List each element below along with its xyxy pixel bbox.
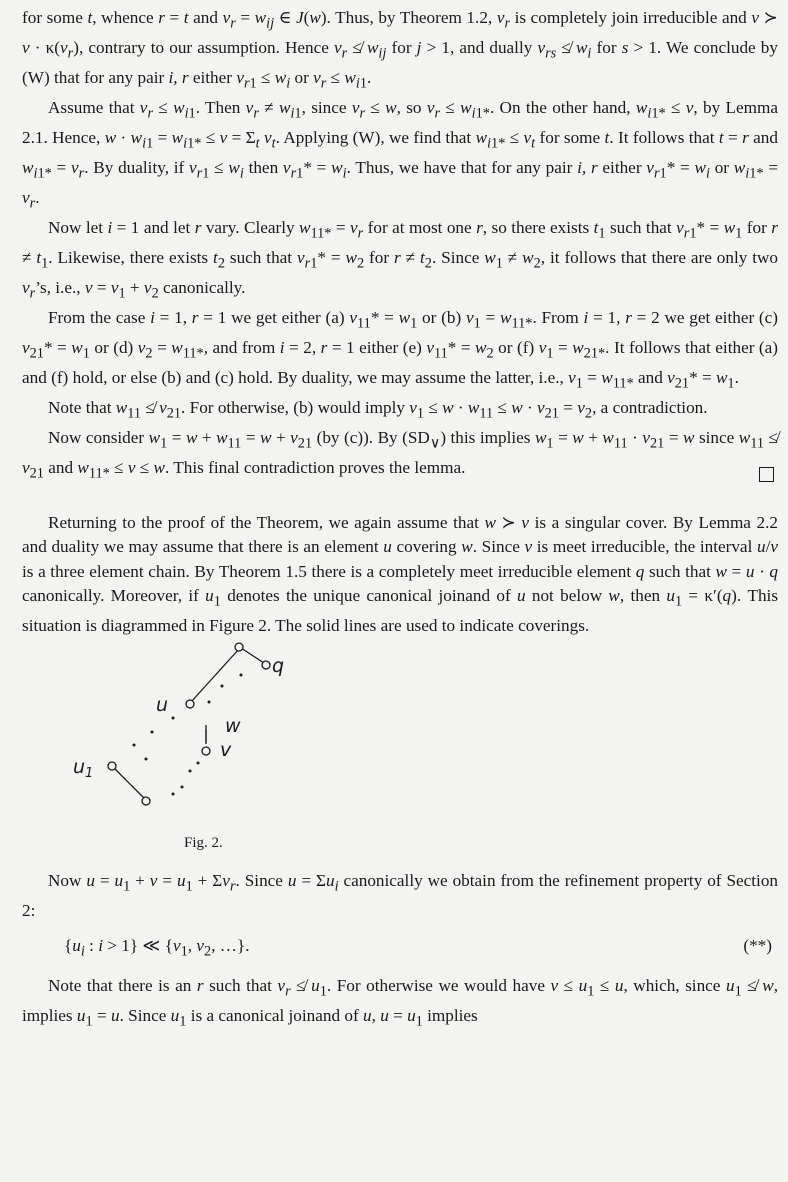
paragraph-6: Now consider $w_1 = w + w_{11} = w + v_{21}$ (by (c)). By $(SD_\vee)$ this implies $w_1 = w + w_{11} \cdot v_{21} = w$ since $w_{11}$ ≰ $v_{21}$ and $w_{11*} \le v \le w$. This final contradiction proves the lemma.	[22, 428, 778, 482]
paragraph-3: Now let i = 1 and let r vary. Clearly $w_{11*} = v_r$ for at most one r, so there exists $t_1$ such that $v_{r1}* = w_1$ for $r \ne t_1$. Likewise, there exists $t_2$ such that $v_{r1}* = w_2$ for $r \ne t_2$. Since $w_1 \ne w_2$, it follows that there are only two $v_r’s$, i.e., $v = v_1 + v_2$ canonically.	[22, 218, 779, 302]
paragraph-7: Returning to the proof of the Theorem, we again assume that w ≻ v is a singular cover. By Lemma 2.2 and duality we may assume that there is an element u covering w. Since v is meet irreducible, the interval u/v is a three element chain. By Theorem 1.5 there is a completely meet irreducible element q such that w = u · q canonically. Moreover, if $u_1$ denotes the unique canonical joinand of u not below w, then $u_1 = \kappa'(q)$. This situation is diagrammed in Figure 2. The solid lines are used to indicate coverings.	[22, 512, 779, 636]
label-q: q	[272, 654, 285, 677]
display-equation	[22, 934, 778, 964]
page-body	[22, 6, 778, 1034]
paragraph-9: Note that there is an r such that $v_r$ ≰ $u_1$. For otherwise we would have $v \le u_1 \le u$, which, since $u_1$ ≰ w, implies $u_1 = u$. Since $u_1$ is a canonical joinand of u, $u = u_1$ implies	[22, 975, 778, 1030]
qed-square-icon	[759, 467, 774, 482]
paragraph-5: Note that $w_{11}$ ≰ $v_{21}$. For otherwise, (b) would imply $v_1 \le w \cdot w_{11} \le w \cdot v_{21} = v_2$, a contradiction.	[48, 398, 708, 422]
equation-tag: (**)	[743, 935, 772, 955]
paragraph-2: Assume that $v_r \le w_{i1}$. Then $v_r \ne w_{i1}$, since $v_r \le w$, so $v_r \le w_{i1*}$. On the other hand, $w_{i1*} \le v$, by Lemma 2.1. Hence, $w \cdot w_{i1} = w_{i1*} \le v = \Sigma_t$ $v_t$. Applying (W), we find that $w_{i1*} \le v_t$ for some t. It follows that t = r and $w_{i1*} = v_r$. By duality, if $v_{r1} \le w_i$ then $v_{r1}* = w_i$. Thus, we have that for any pair i, r either $v_{r1}* = w_i$ or $w_{i1*} = v_r$.	[22, 98, 779, 212]
figure-caption: Fig. 2.	[184, 834, 223, 851]
paragraph-4: From the case i = 1, r = 1 we get either (a) $v_{11}* = w_1$ or (b) $v_1 = w_{11*}$. From i = 1, r = 2 we get either (c) $v_{21}* = w_1$ or (d) $v_2 = w_{11*}$, and from i = 2, r = 1 either (e) $v_{11}* = w_2$ or (f) $v_1 = w_{21*}$. It follows that either (a) and (f) hold, or else (b) and (c) hold. By duality, we may assume the latter, i.e., $v_1 = w_{11*}$ and $v_{21}* = w_1$.	[22, 308, 779, 392]
equation-formula: {$u_i$ : i > 1} ≪ {$v_1$, $v_2$, …}.	[64, 935, 250, 959]
label-v: v	[220, 738, 232, 761]
label-u1: $u_1$	[73, 755, 94, 781]
paragraph-1: for some t, whence r = t and $v_r = w_{ij}$ ∈ J(w). Thus, by Theorem 1.2, $v_r$ is completely join irreducible and v ≻ $v \cdot \kappa(v_r)$, contrary to our assumption. Hence $v_r$ ≰ $w_{ij}$ for j > 1, and dually $v_{rs}$ ≰ $w_i$ for s > 1. We conclude by (W) that for any pair i, r either $v_{r1} \le w_i$ or $v_r \le w_{i1}$.	[22, 8, 778, 92]
figure-2	[22, 639, 778, 869]
lattice-diagram	[22, 639, 778, 869]
paragraph-8: Now $u = u_1 + v = u_1 + \Sigma v_r$. Since $u = \Sigma u_i$ canonically we obtain from the refinement property of Section 2:	[22, 870, 779, 920]
label-u: u	[156, 693, 169, 716]
label-w: w	[225, 714, 241, 737]
